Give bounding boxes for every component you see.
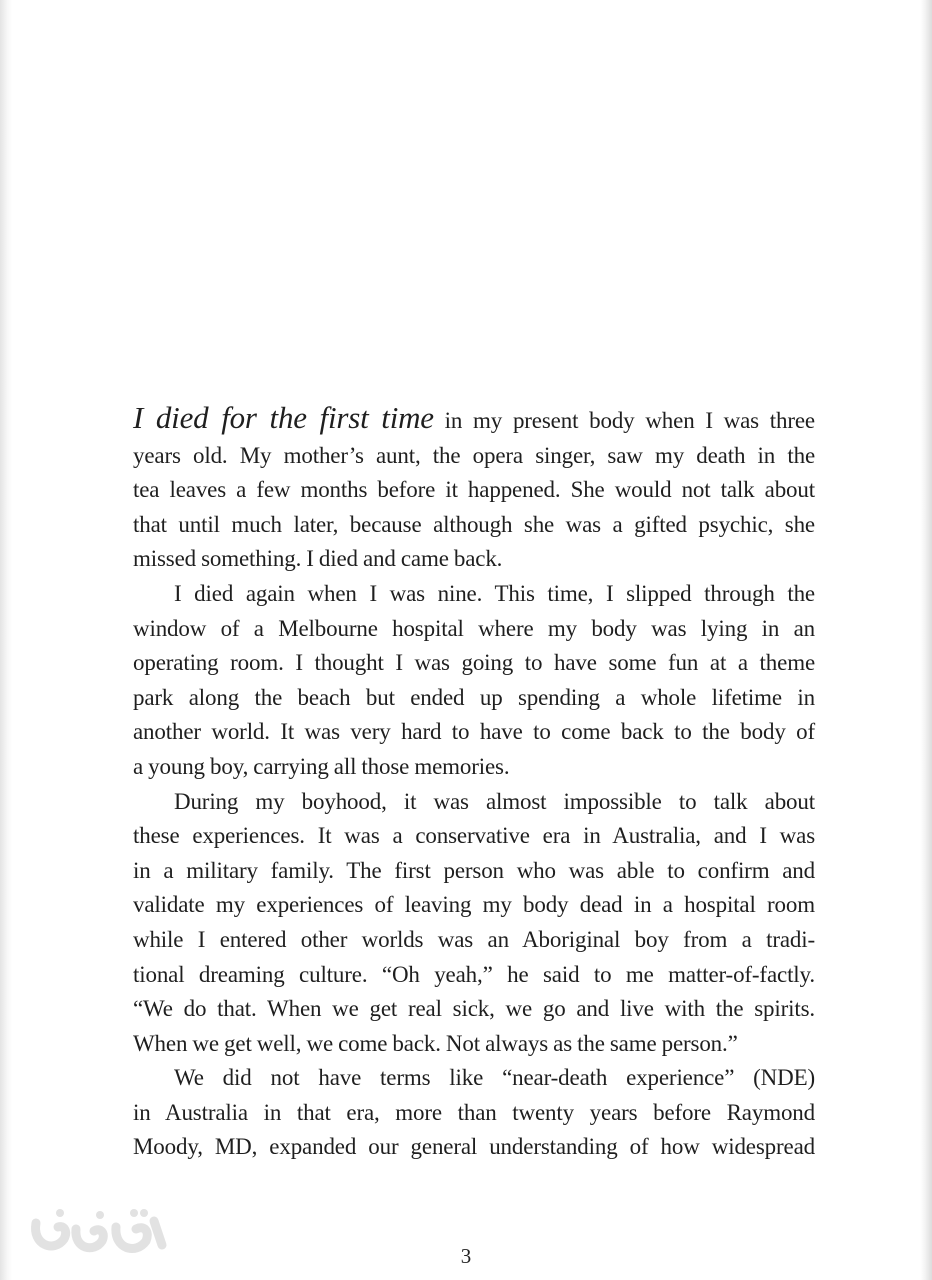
paragraph-3: [133, 785, 815, 1062]
text-line: I died again when I was nine. This time, I slipped through the: [174, 580, 815, 606]
text-line: while I entered other worlds was an Aboriginal boy from a tradi-: [133, 926, 815, 952]
text-line: Moody, MD, expanded our general understanding of how widespread: [133, 1134, 815, 1160]
page-number: 3: [460, 1244, 472, 1268]
text-line: When we get well, we come back. Not always as the same person.”: [133, 1030, 738, 1056]
body-text: [133, 401, 815, 1165]
text-line: [133, 401, 815, 439]
text-line: We did not have terms like “near-death experience” (NDE): [174, 1065, 815, 1091]
text-line: a young boy, carrying all those memories.: [133, 753, 510, 779]
text-line: missed something. I died and came back.: [133, 546, 503, 572]
text-line: tea leaves a few months before it happened. She would not talk about: [133, 477, 815, 503]
text-line: these experiences. It was a conservative era in Australia, and I was: [133, 823, 815, 849]
text-line: “We do that. When we get real sick, we go and live with the spirits.: [133, 996, 815, 1022]
page-right-edge: [920, 0, 932, 1280]
text-line: validate my experiences of leaving my body dead in a hospital room: [133, 892, 815, 918]
lead-in-phrase: I died for the first time: [133, 400, 434, 435]
text-line-segment: in my present body when I was three: [433, 408, 815, 433]
text-line: that until much later, because although she was a gifted psychic, she: [133, 511, 815, 537]
text-line: in Australia in that era, more than twenty years before Raymond: [133, 1099, 815, 1125]
text-line: in a military family. The first person who was able to confirm and: [133, 857, 815, 883]
paragraph-4: [133, 1061, 815, 1165]
text-line: During my boyhood, it was almost impossible to talk about: [174, 788, 815, 814]
paragraph-2: [133, 577, 815, 785]
text-line: operating room. I thought I was going to have some fun at a theme: [133, 650, 815, 676]
page-left-edge: [0, 0, 12, 1280]
text-line: another world. It was very hard to have to come back to the body of: [133, 719, 815, 745]
text-line: park along the beach but ended up spending a whole lifetime in: [133, 684, 815, 710]
paragraph-1: [133, 401, 815, 577]
text-line: years old. My mother’s aunt, the opera singer, saw my death in the: [133, 442, 815, 468]
text-line: window of a Melbourne hospital where my body was lying in an: [133, 615, 815, 641]
text-line: tional dreaming culture. “Oh yeah,” he said to me matter-of-factly.: [133, 961, 815, 987]
